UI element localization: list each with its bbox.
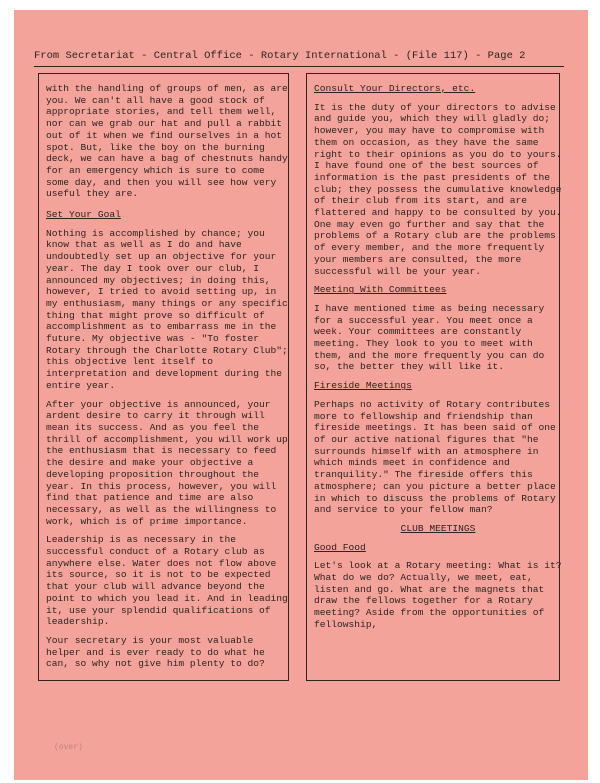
goal-paragraph-4: Your secretary is your most valuable helper and is ever ready to do what he can, so why not give him plenty to do?	[46, 634, 265, 670]
page-header: From Secretariat - Central Office - Rotary International - (File 117) - Page 2	[34, 50, 526, 62]
good-food-paragraph: Let's look at a Rotary meeting: What is it? What do we do? Actually, we meet, eat, listen and go. What are the magnets that draw the fellows together for a Rotary meeting? Aside from the opportunities of fellowship,	[314, 560, 562, 630]
goal-heading: Set Your Goal	[46, 209, 121, 221]
fireside-heading: Fireside Meetings	[314, 380, 412, 392]
committees-heading: Meeting With Committees	[314, 284, 447, 296]
goal-paragraph-3: Leadership is as necessary in the successful conduct of a Rotary club as anywhere else. Water does not flow above its source, so it is not to be expected that your club will advance beyond the point to which you lead it. And in leading it, use your splendid qualifications of leadership.	[46, 534, 288, 628]
document-page	[14, 10, 588, 780]
fireside-paragraph: Perhaps no activity of Rotary contributes more to fellowship and friendship than fireside meetings. It has been said of one of our active national figures that "he surrounds himself with an atmosphere in which minds meet in confidence and tranquility." The fireside offers this atmosphere; can you picture a better place in which to discuss the problems of Rotary and service to your fellow man?	[314, 398, 556, 516]
consult-paragraph: It is the duty of your directors to advise and guide you, which they will gladly do; however, you may have to compromise with them on occasion, as they have the same right to their opinions as you do to yours. I have found one of the best sources of information is the past presidents of the club; they possess the cumulative knowledge of their club from its start, and are flattered and happy to be consulted by you. One may even go further and say that the problems of a Rotary club are the problems of every member, and the more frequently your members are consulted, the more successful will be your year.	[314, 101, 562, 277]
good-food-heading: Good Food	[314, 541, 366, 553]
committees-paragraph: I have mentioned time as being necessary for a successful year. You meet once a week. Your committees are constantly meeting. They look to you to meet with them, and the more frequently you can do so, the better they will like it.	[314, 302, 545, 373]
right-column	[314, 83, 562, 638]
goal-paragraph-1: Nothing is accomplished by chance; you know that as well as I do and have undoubtedly set up an objective for your year. The day I took over our club, I announced my objectives; in doing this, however, I tried to avoid setting up, in my enthusiasm, many things or any specific thing that might prove so difficult of accomplishment as to embarrass me in the future. My objective was - "To foster Rotary through the Charlotte Rotary Club"; this objective lent itself to interpretation and development during the entire year.	[46, 227, 288, 391]
page-footnote: (over)	[54, 743, 83, 752]
consult-heading: Consult Your Directors, etc.	[314, 83, 476, 94]
header-rule	[34, 66, 564, 67]
club-meetings-heading: CLUB MEETINGS	[400, 522, 476, 534]
intro-paragraph: with the handling of groups of men, as are you. We can't all have a good stock of appropriate stories, and tell them well, nor can we grab our hat and pull a rabbit out of it when we find ourselves in a hot spot. But, like the boy on the burning deck, we can have a bag of chestnuts handy for an emergency which is sure to come some day, and then you will see how very useful they are.	[46, 83, 288, 200]
goal-paragraph-2: After your objective is announced, your ardent desire to carry it through will mean its success. And as you feel the thrill of accomplishment, you will work up the enthusiasm that is necessary to feed the desire and make your objective a developing proposition throughout the year. In this process, however, you will find that patience and time are also necessary, as well as the willingness to work, which is of prime importance.	[46, 398, 288, 527]
left-column	[46, 83, 292, 677]
